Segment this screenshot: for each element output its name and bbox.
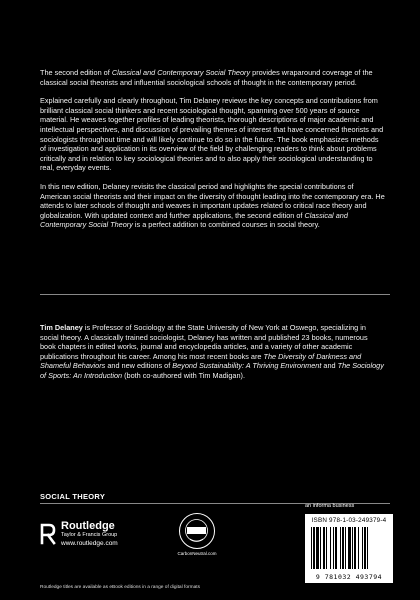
routledge-r-icon — [40, 523, 56, 545]
description-paragraph-3: In this new edition, Delaney revisits the classical period and highlights the special contributions of American social theorists and their impact on the diversity of thought leading into the contemporary era. He attends to later schools of thought and weaves in important updates related to critical race theory and globalization. With updated context and further applications, the second edition of Classical and Contemporary Social Theory is a perfect addition to combined courses in social theory. — [40, 181, 385, 230]
publisher-name: Routledge — [61, 520, 115, 532]
carbon-neutral-icon — [179, 513, 215, 549]
book-description — [40, 68, 385, 239]
subject-category: SOCIAL THEORY — [40, 492, 106, 501]
isbn-barcode — [305, 514, 393, 583]
author-name: Tim Delaney — [40, 323, 83, 332]
carbon-neutral-seal — [176, 513, 218, 556]
publisher-group: Taylor & Francis Group — [61, 532, 118, 538]
barcode-digits: 9 781032 493794 — [315, 573, 383, 581]
description-paragraph-2: Explained carefully and clearly throughout, Tim Delaney reviews the key concepts and contributions from brilliant classical social thinkers and recent sociological thought, spanning over 500 years of source material. He weaves together profiles of leading theorists, thorough descriptions of major academic and intellectual perspectives, and discussion of prevailing themes of interest that have concerned theorists and sociologists throughout time and will likely continue to do so in the future. The book emphasizes methods of investigation and application in its overview of the field by challenging readers to think about problems critically and in relation to key sociological theories and to also apply their sociological understanding to real, everyday events. — [40, 96, 384, 173]
barcode-icon — [311, 527, 387, 569]
seal-url: CarbonNeutral.com — [177, 551, 217, 556]
ebook-note: Routledge titles are available as eBook editions in a range of digital formats — [40, 585, 200, 590]
publisher-logo — [40, 520, 118, 548]
section-divider — [40, 294, 390, 295]
author-bio — [40, 323, 385, 390]
publisher-text — [61, 520, 118, 548]
description-paragraph-1: The second edition of Classical and Contemporary Social Theory provides wraparound coverage of the classical social theorists and influential sociological schools of thought in the contemporary period. — [40, 68, 373, 87]
imprint-tagline: an informa business — [305, 503, 355, 509]
isbn-label: ISBN 978-1-03-249379-4 — [311, 517, 387, 524]
publisher-url: www.routledge.com — [61, 540, 118, 547]
bio-paragraph: Tim Delaney is Professor of Sociology at the State University of New York at Oswego, specializing in social theory. A classically trained sociologist, Delaney has written and published 23 books, numerous book chapters in edited works, journal and encyclopedia articles, and a variety of other academic publications throughout his career. Among his most recent books are The Diversity of Darkness and Shameful Behaviors and new editions of Beyond Sustainability: A Thriving Environment and The Sociology of Sports: An Introduction (both co-authored with Tim Madigan). — [40, 323, 384, 380]
